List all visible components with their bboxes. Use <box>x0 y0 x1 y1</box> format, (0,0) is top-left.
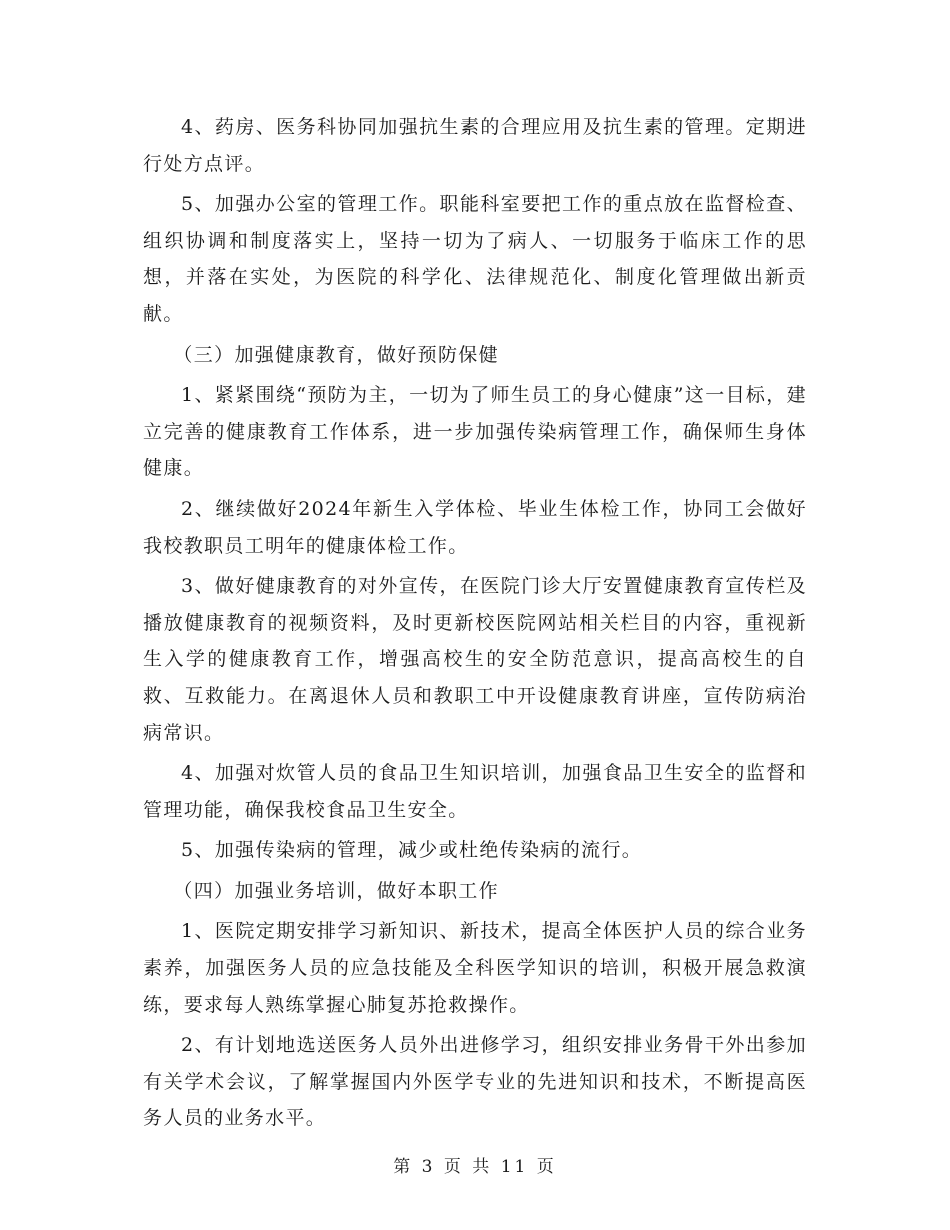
paragraph-physical-exams: 2、继续做好2024年新生入学体检、毕业生体检工作，协同工会做好我校教职员工明年的健康体检工作。 <box>143 497 807 557</box>
paragraph-office-management: 5、加强办公室的管理工作。职能科室要把工作的重点放在监督检查、组织协调和制度落实上，坚持一切为了病人、一切服务于临床工作的思想，并落在实处，为医院的科学化、法律规范化、制度化管理做出新贡献。 <box>143 193 807 325</box>
paragraph-prevention-goal: 1、紧紧围绕“预防为主，一切为了师生员工的身心健康”这一目标，建立完善的健康教育工作体系，进一步加强传染病管理工作，确保师生身体健康。 <box>143 384 807 480</box>
paragraph-training-schedule: 1、医院定期安排学习新知识、新技术，提高全体医护人员的综合业务素养，加强医务人员的应急技能及全科医学知识的培训，积极开展急救演练，要求每人熟练掌握心肺复苏抢救操作。 <box>143 920 807 1016</box>
document-body <box>143 109 807 1141</box>
paragraph-infectious-disease: 5、加强传染病的管理，减少或杜绝传染病的流行。 <box>181 839 643 862</box>
paragraph-external-study: 2、有计划地选送医务人员外出进修学习，组织安排业务骨干外出参加有关学术会议，了解掌握国内外医学专业的先进知识和技术，不断提高医务人员的业务水平。 <box>143 1034 807 1130</box>
paragraph-external-publicity: 3、做好健康教育的对外宣传，在医院门诊大厅安置健康教育宣传栏及播放健康教育的视频资料，及时更新校医院网站相关栏目的内容，重视新生入学的健康教育工作，增强高校生的安全防范意识，提高高校生的自救、互救能力。在离退休人员和教职工中开设健康教育讲座，宣传防病治病常识。 <box>143 575 807 744</box>
section-heading-health-education: （三）加强健康教育，做好预防保健 <box>173 343 499 366</box>
paragraph-food-hygiene: 4、加强对炊管人员的食品卫生知识培训，加强食品卫生安全的监督和管理功能，确保我校食品卫生安全。 <box>143 762 807 821</box>
page-number-footer: 第 3 页 共 11 页 <box>393 1157 557 1177</box>
section-heading-business-training: （四）加强业务培训，做好本职工作 <box>173 879 499 902</box>
paragraph-pharmacy-antibiotics: 4、药房、医务科协同加强抗生素的合理应用及抗生素的管理。定期进行处方点评。 <box>143 116 807 175</box>
